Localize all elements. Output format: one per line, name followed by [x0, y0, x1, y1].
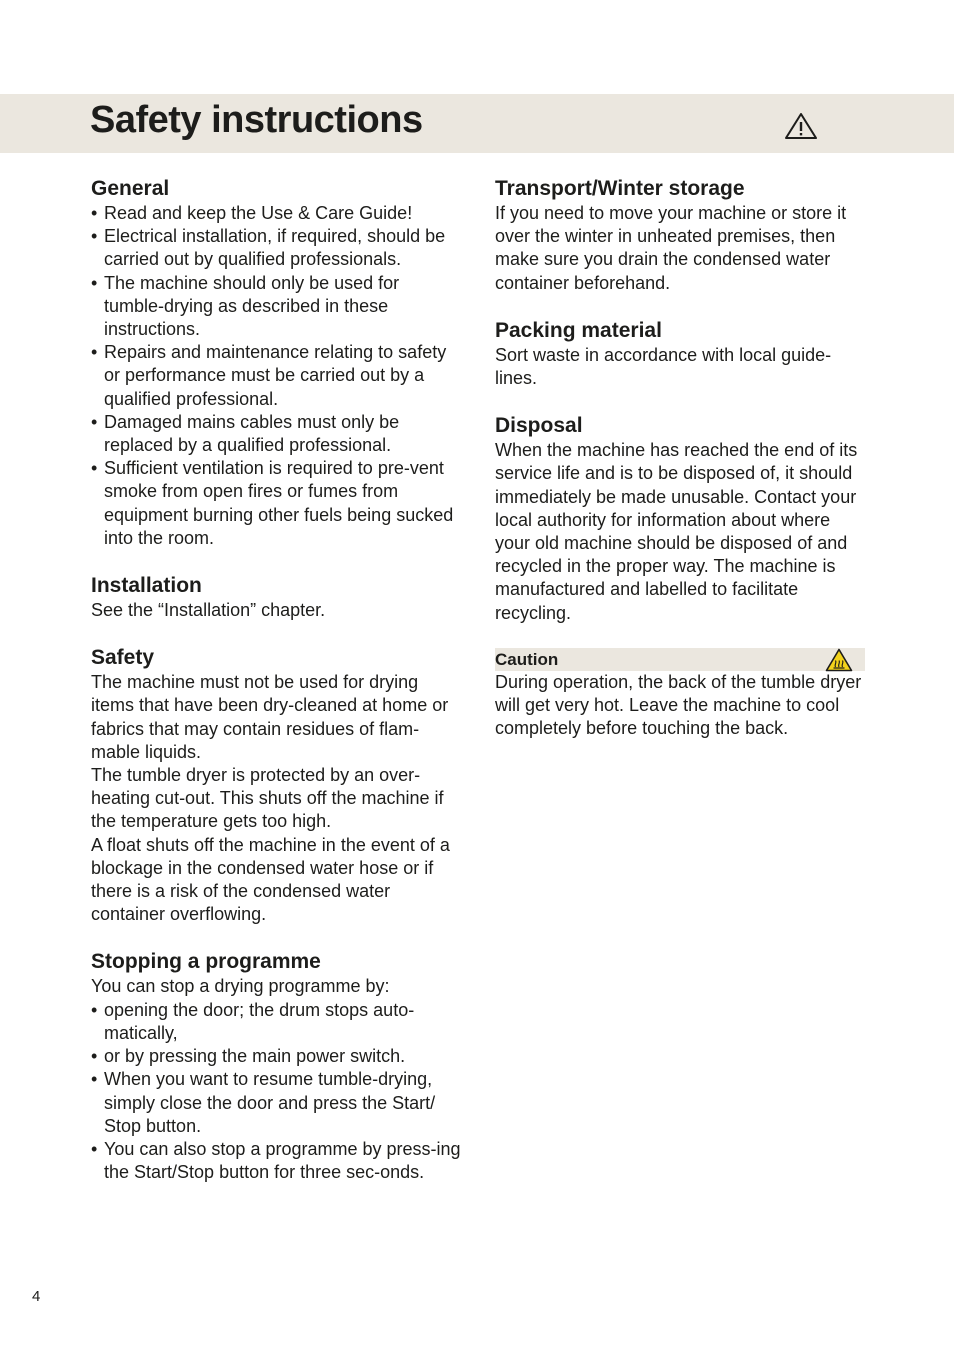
- general-section: [91, 176, 461, 550]
- stopping-intro: You can stop a drying programme by:: [91, 976, 390, 997]
- safety-paragraph: The machine must not be used for drying items that have been dry-cleaned at home or fabrics that may contain residues of flam-mable liquids.: [91, 672, 449, 762]
- safety-section: [91, 645, 461, 926]
- list-item: • or by pressing the main power switch.: [91, 1045, 461, 1068]
- installation-section: [91, 573, 461, 622]
- packing-heading: Packing material: [495, 318, 662, 342]
- warning-triangle-icon: [784, 112, 818, 140]
- transport-section: [495, 176, 865, 295]
- right-column: [495, 176, 865, 763]
- list-item: • The machine should only be used for tumble-drying as described in these instructions.: [91, 272, 461, 342]
- disposal-heading: Disposal: [495, 414, 583, 438]
- caution-text: During operation, the back of the tumble dryer will get very hot. Leave the machine to cool completely before touching the back.: [495, 671, 862, 739]
- transport-text: If you need to move your machine or store it over the winter in unheated premises, then make sure you drain the condensed water container beforehand.: [495, 203, 847, 293]
- page-title: Safety instructions: [90, 99, 423, 141]
- general-list: [91, 202, 461, 550]
- stopping-list: [91, 999, 461, 1185]
- list-item: • Sufficient ventilation is required to pre-vent smoke from open fires or fumes from equipment burning other fuels being sucked into the room.: [91, 457, 461, 550]
- list-item: • Electrical installation, if required, should be carried out by qualified professionals.: [91, 225, 461, 271]
- page-number: 4: [32, 1288, 41, 1305]
- disposal-section: [495, 413, 865, 625]
- disposal-text: When the machine has reached the end of its service life and is to be disposed of, it should immediately be made unusable. Contact your local authority for information about where your old machine should be disposed of and recycled in the proper way. The machine is manufactured and labelled to facilitate recycling.: [495, 440, 858, 623]
- transport-heading: Transport/Winter storage: [495, 177, 745, 200]
- list-item: • Damaged mains cables must only be replaced by a qualified professional.: [91, 411, 461, 457]
- general-heading: General: [91, 177, 170, 200]
- caution-label: Caution: [495, 649, 559, 669]
- list-item: • Read and keep the Use & Care Guide!: [91, 202, 461, 225]
- hot-surface-warning-icon: [825, 648, 853, 672]
- left-column: [91, 176, 461, 1207]
- packing-section: [495, 318, 865, 390]
- installation-text: See the “Installation” chapter.: [91, 600, 326, 621]
- stopping-heading: Stopping a programme: [91, 950, 321, 974]
- list-item: • Repairs and maintenance relating to safety or performance must be carried out by a qualified professional.: [91, 341, 461, 411]
- list-item: • When you want to resume tumble-drying, simply close the door and press the Start/ Stop button.: [91, 1068, 461, 1138]
- caution-bar: [495, 648, 865, 671]
- packing-text: Sort waste in accordance with local guide-lines.: [495, 344, 832, 389]
- safety-heading: Safety: [91, 646, 155, 670]
- list-item: • opening the door; the drum stops auto-matically,: [91, 999, 461, 1045]
- list-item: • You can also stop a programme by press-ing the Start/Stop button for three sec-onds.: [91, 1138, 461, 1184]
- installation-heading: Installation: [91, 574, 202, 598]
- caution-section: [495, 648, 865, 741]
- stopping-section: [91, 949, 461, 1184]
- safety-paragraph: The tumble dryer is protected by an over-heating cut-out. This shuts off the machine if the temperature gets too high.: [91, 765, 444, 832]
- safety-paragraph: A float shuts off the machine in the event of a blockage in the condensed water hose or if there is a risk of the condensed water container overflowing.: [91, 834, 450, 925]
